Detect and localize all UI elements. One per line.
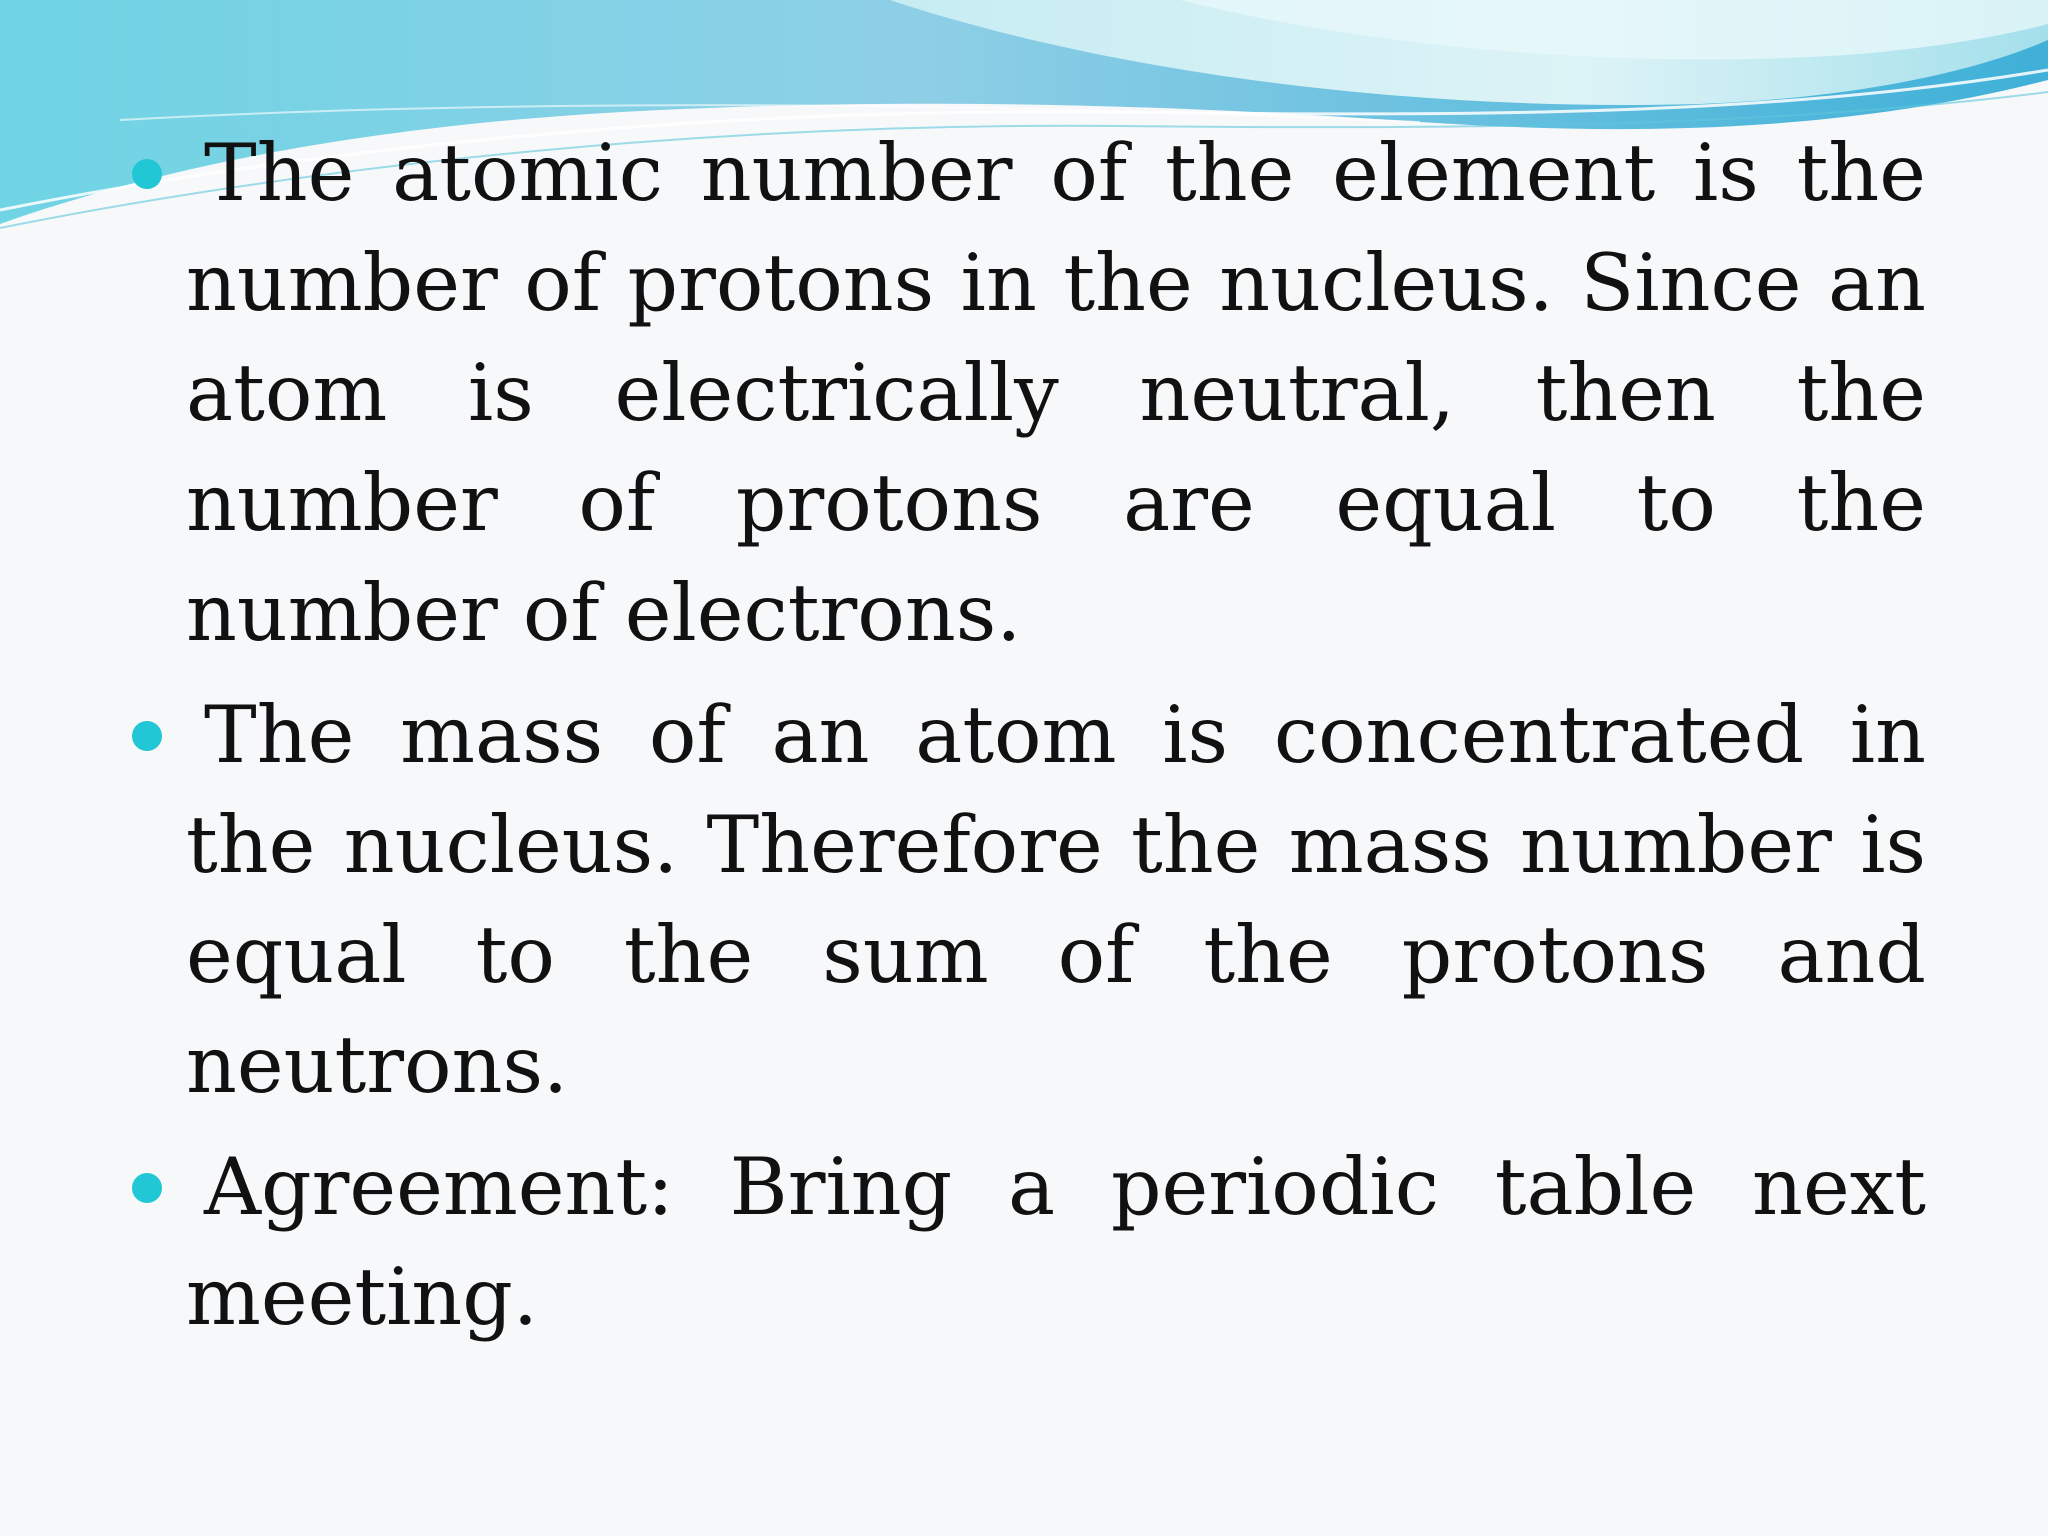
bullet-text: The atomic number of the element is the number of protons in the nucleus. Since an atom is electrically neutral, then the number of protons are equal to the number of electrons.	[186, 127, 1926, 659]
bullet-item-agreement	[130, 1132, 1926, 1352]
bullet-dot-icon	[132, 1173, 162, 1203]
bullet-dot-icon	[132, 159, 162, 189]
bullet-item-atomic-number	[130, 118, 1926, 668]
bullet-text: Agreement: Bring a periodic table next meeting.	[186, 1141, 1926, 1343]
bullet-item-mass-number	[130, 680, 1926, 1120]
bullet-list	[130, 118, 1926, 1352]
bullet-dot-icon	[132, 721, 162, 751]
slide-content	[130, 118, 1926, 1364]
bullet-text: The mass of an atom is concentrated in the nucleus. Therefore the mass number is equal to the sum of the protons and neutrons.	[186, 689, 1926, 1111]
